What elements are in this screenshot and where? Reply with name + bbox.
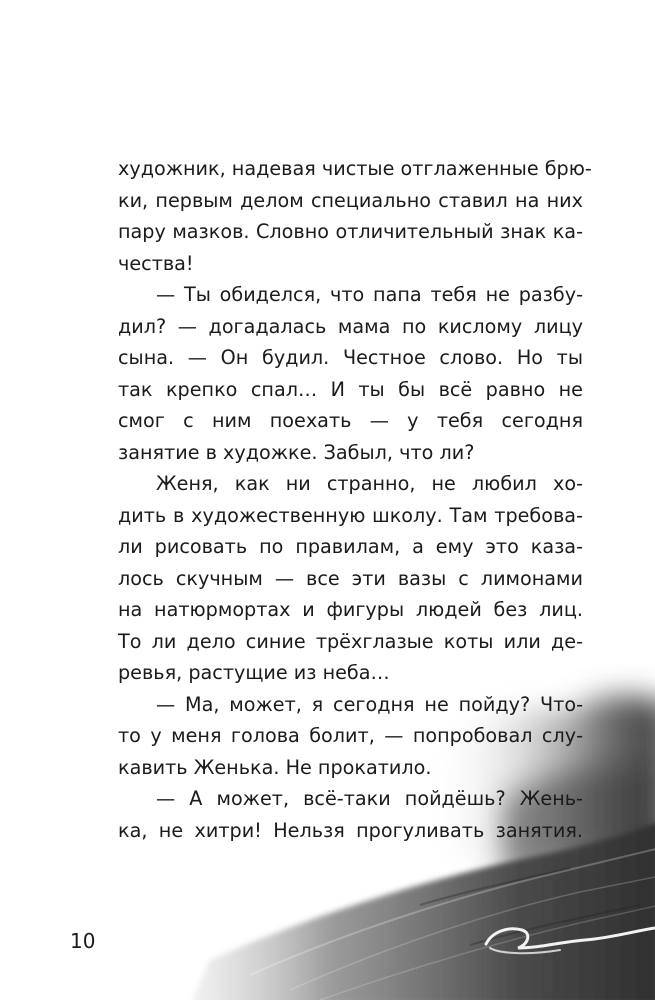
page-text <box>118 153 592 846</box>
text-line: смог с ним поехать — у тебя сегодня <box>118 409 583 432</box>
text-line: ли рисовать по правилам, а ему это каза- <box>118 535 583 558</box>
text-line: пару мазков. Словно отличительный знак ка- <box>118 220 583 243</box>
text-line: — А может, всё-таки пойдёшь? Жень- <box>156 787 583 810</box>
text-line: кавить Женька. Не прокатило. <box>118 755 432 779</box>
text-line: то у меня голова болит, — попробовал слу- <box>118 724 583 747</box>
text-line: Женя, как ни странно, не любил хо- <box>156 472 583 495</box>
text-line: То ли дело синие трёхглазые коты или де- <box>118 629 583 653</box>
text-line: дить в художественную школу. Там требова- <box>118 503 583 527</box>
text-line: на натюрмортах и фигуры людей без лиц. <box>118 598 583 621</box>
text-line: ревья, растущие из неба… <box>118 661 390 684</box>
text-line: — Ма, может, я сегодня не пойду? Что- <box>156 692 583 716</box>
text-line: лось скучным — все эти вазы с лимонами <box>118 566 583 590</box>
text-line: ка, не хитри! Нельзя прогуливать занятия. <box>118 818 583 842</box>
text-line: занятие в художке. Забыл, что ли? <box>118 440 475 464</box>
text-line: — Ты обиделся, что папа тебя не разбу- <box>156 283 583 306</box>
text-line: сына. — Он будил. Честное слово. Но ты <box>118 346 583 369</box>
text-line: дил? — догадалась мама по кислому лицу <box>118 314 583 338</box>
text-line: художник, надевая чистые отглаженные брю- <box>118 157 592 180</box>
text-line: ки, первым делом специально ставил на них <box>118 188 583 212</box>
text-line: чества! <box>118 251 194 275</box>
table-surface <box>190 822 655 1000</box>
page-number: 10 <box>70 929 96 953</box>
text-line: так крепко спал… И ты бы всё равно не <box>118 377 583 401</box>
